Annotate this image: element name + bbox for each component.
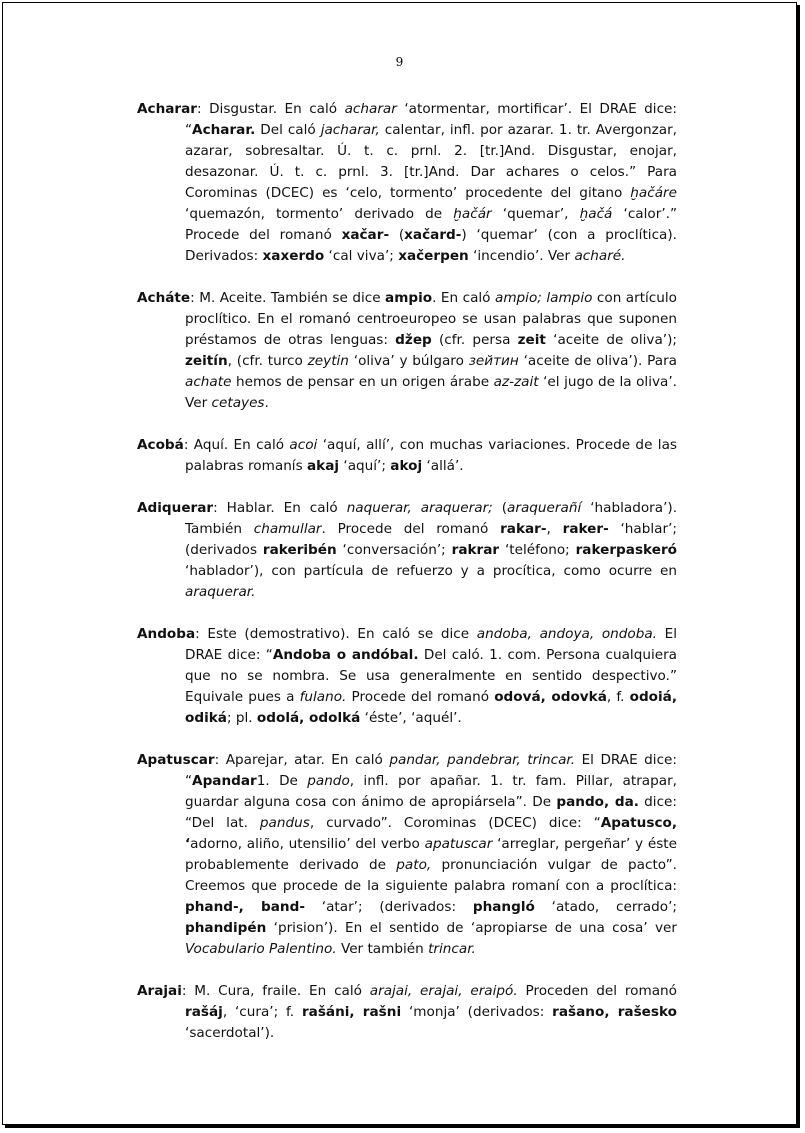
entry-headword: Acobá (137, 437, 184, 453)
dictionary-entry (137, 981, 677, 1044)
document-page (2, 2, 797, 1125)
dictionary-entries (137, 99, 677, 1065)
dictionary-entry (137, 624, 677, 729)
dictionary-entry (137, 99, 677, 267)
entry-body: : Disgustar. En caló acharar ‘atormentar, mortificar’. El DRAE dice: “Acharar. Del caló jacharar, calentar, infl. por azarar. 1. tr. Avergonzar, azarar, sobresaltar. Ú. t. c. prnl. 2. [tr.]And. Disgustar, enojar, desazonar. Ú. t. c. prnl. 3. [tr.]And. Dar achares o celos.” Para Corominas (DCEC) es ‘celo, tormento’ procedente del gitano ḫačáre ‘quemazón, tormento’ derivado de ḫačár ‘quemar’, ḫačá ‘calor’.” Procede del romanó xačar- (xačard-) ‘quemar’ (con a proclítica). Derivados: xaxerdo ‘cal viva’; xačerpen ‘incendio’. Ver acharé. (185, 101, 677, 264)
entry-headword: Acháte (137, 290, 191, 306)
entry-headword: Andoba (137, 626, 196, 642)
dictionary-entry (137, 498, 677, 603)
entry-body: : Este (demostrativo). En caló se dice andoba, andoya, ondoba. El DRAE dice: “Andoba o andóbal. Del caló. 1. com. Persona cualquiera que no se nombra. Se usa generalmente en sentido despectivo.” Equivale pues a fulano. Procede del romanó odová, odovká, f. odoiá, odiká; pl. odolá, odolká ‘éste’, ‘aquél’. (185, 626, 678, 726)
entry-body: : Aquí. En caló acoi ‘aquí, allí’, con muchas variaciones. Procede de las palabras romanís akaj ‘aquí’; akoj ‘allá’. (183, 437, 677, 474)
dictionary-entry (137, 750, 677, 960)
dictionary-entry (137, 288, 677, 414)
page-number: 9 (395, 55, 404, 69)
entry-body: : M. Aceite. También se dice ampio. En caló ampio; lampio con artículo proclítico. En el romanó centroeuropeo se usan palabras que suponen préstamos de otras lenguas: džep (cfr. persa zeit ‘aceite de oliva’); zeitín, (cfr. turco zeytin ‘oliva’ y búlgaro зейтин ‘aceite de oliva’). Para achate hemos de pensar en un origen árabe az-zait ‘el jugo de la oliva’. Ver cetayes. (185, 290, 677, 411)
dictionary-entry (137, 435, 677, 477)
entry-headword: Apatuscar (137, 752, 215, 768)
entry-body: : Hablar. En caló naquerar, araquerar; (araquerañí ‘habladora’). También chamullar. Procede del romanó rakar-, raker- ‘hablar’; (derivados rakeribén ‘conversación’; rakrar ‘teléfono; rakerpaskeró ‘hablador’), con partícula de refuerzo y a procítica, como ocurre en araquerar. (185, 500, 678, 600)
entry-body: : Aparejar, atar. En caló pandar, pandebrar, trincar. El DRAE dice: “Apandar1. De pando, infl. por apañar. 1. tr. fam. Pillar, atrapar, guardar alguna cosa con ánimo de apropiársela”. De pando, da. dice: “Del lat. pandus, curvado”. Corominas (DCEC) dice: “Apatusco, ‘adorno, aliño, utensilio’ del verbo apatuscar ‘arreglar, pergeñar’ y éste probablemente derivado de pato, pronunciación vulgar de pacto”. Creemos que procede de la siguiente palabra romaní con a proclítica: phand-, band- ‘atar’; (derivados: phangló ‘atado, cerrado’; phandipén ‘prision’). En el sentido de ‘apropiarse de una cosa’ ver Vocabulario Palentino. Ver también trincar. (185, 752, 678, 957)
entry-headword: Acharar (137, 101, 198, 117)
entry-body: : M. Cura, fraile. En caló arajai, erajai, eraipó. Proceden del romanó rašáj, ‘cura’; f. rašáni, rašni ‘monja’ (derivados: rašano, rašesko ‘sacerdotal’). (181, 983, 678, 1041)
entry-headword: Adiquerar (137, 500, 214, 516)
entry-headword: Arajai (137, 983, 182, 999)
